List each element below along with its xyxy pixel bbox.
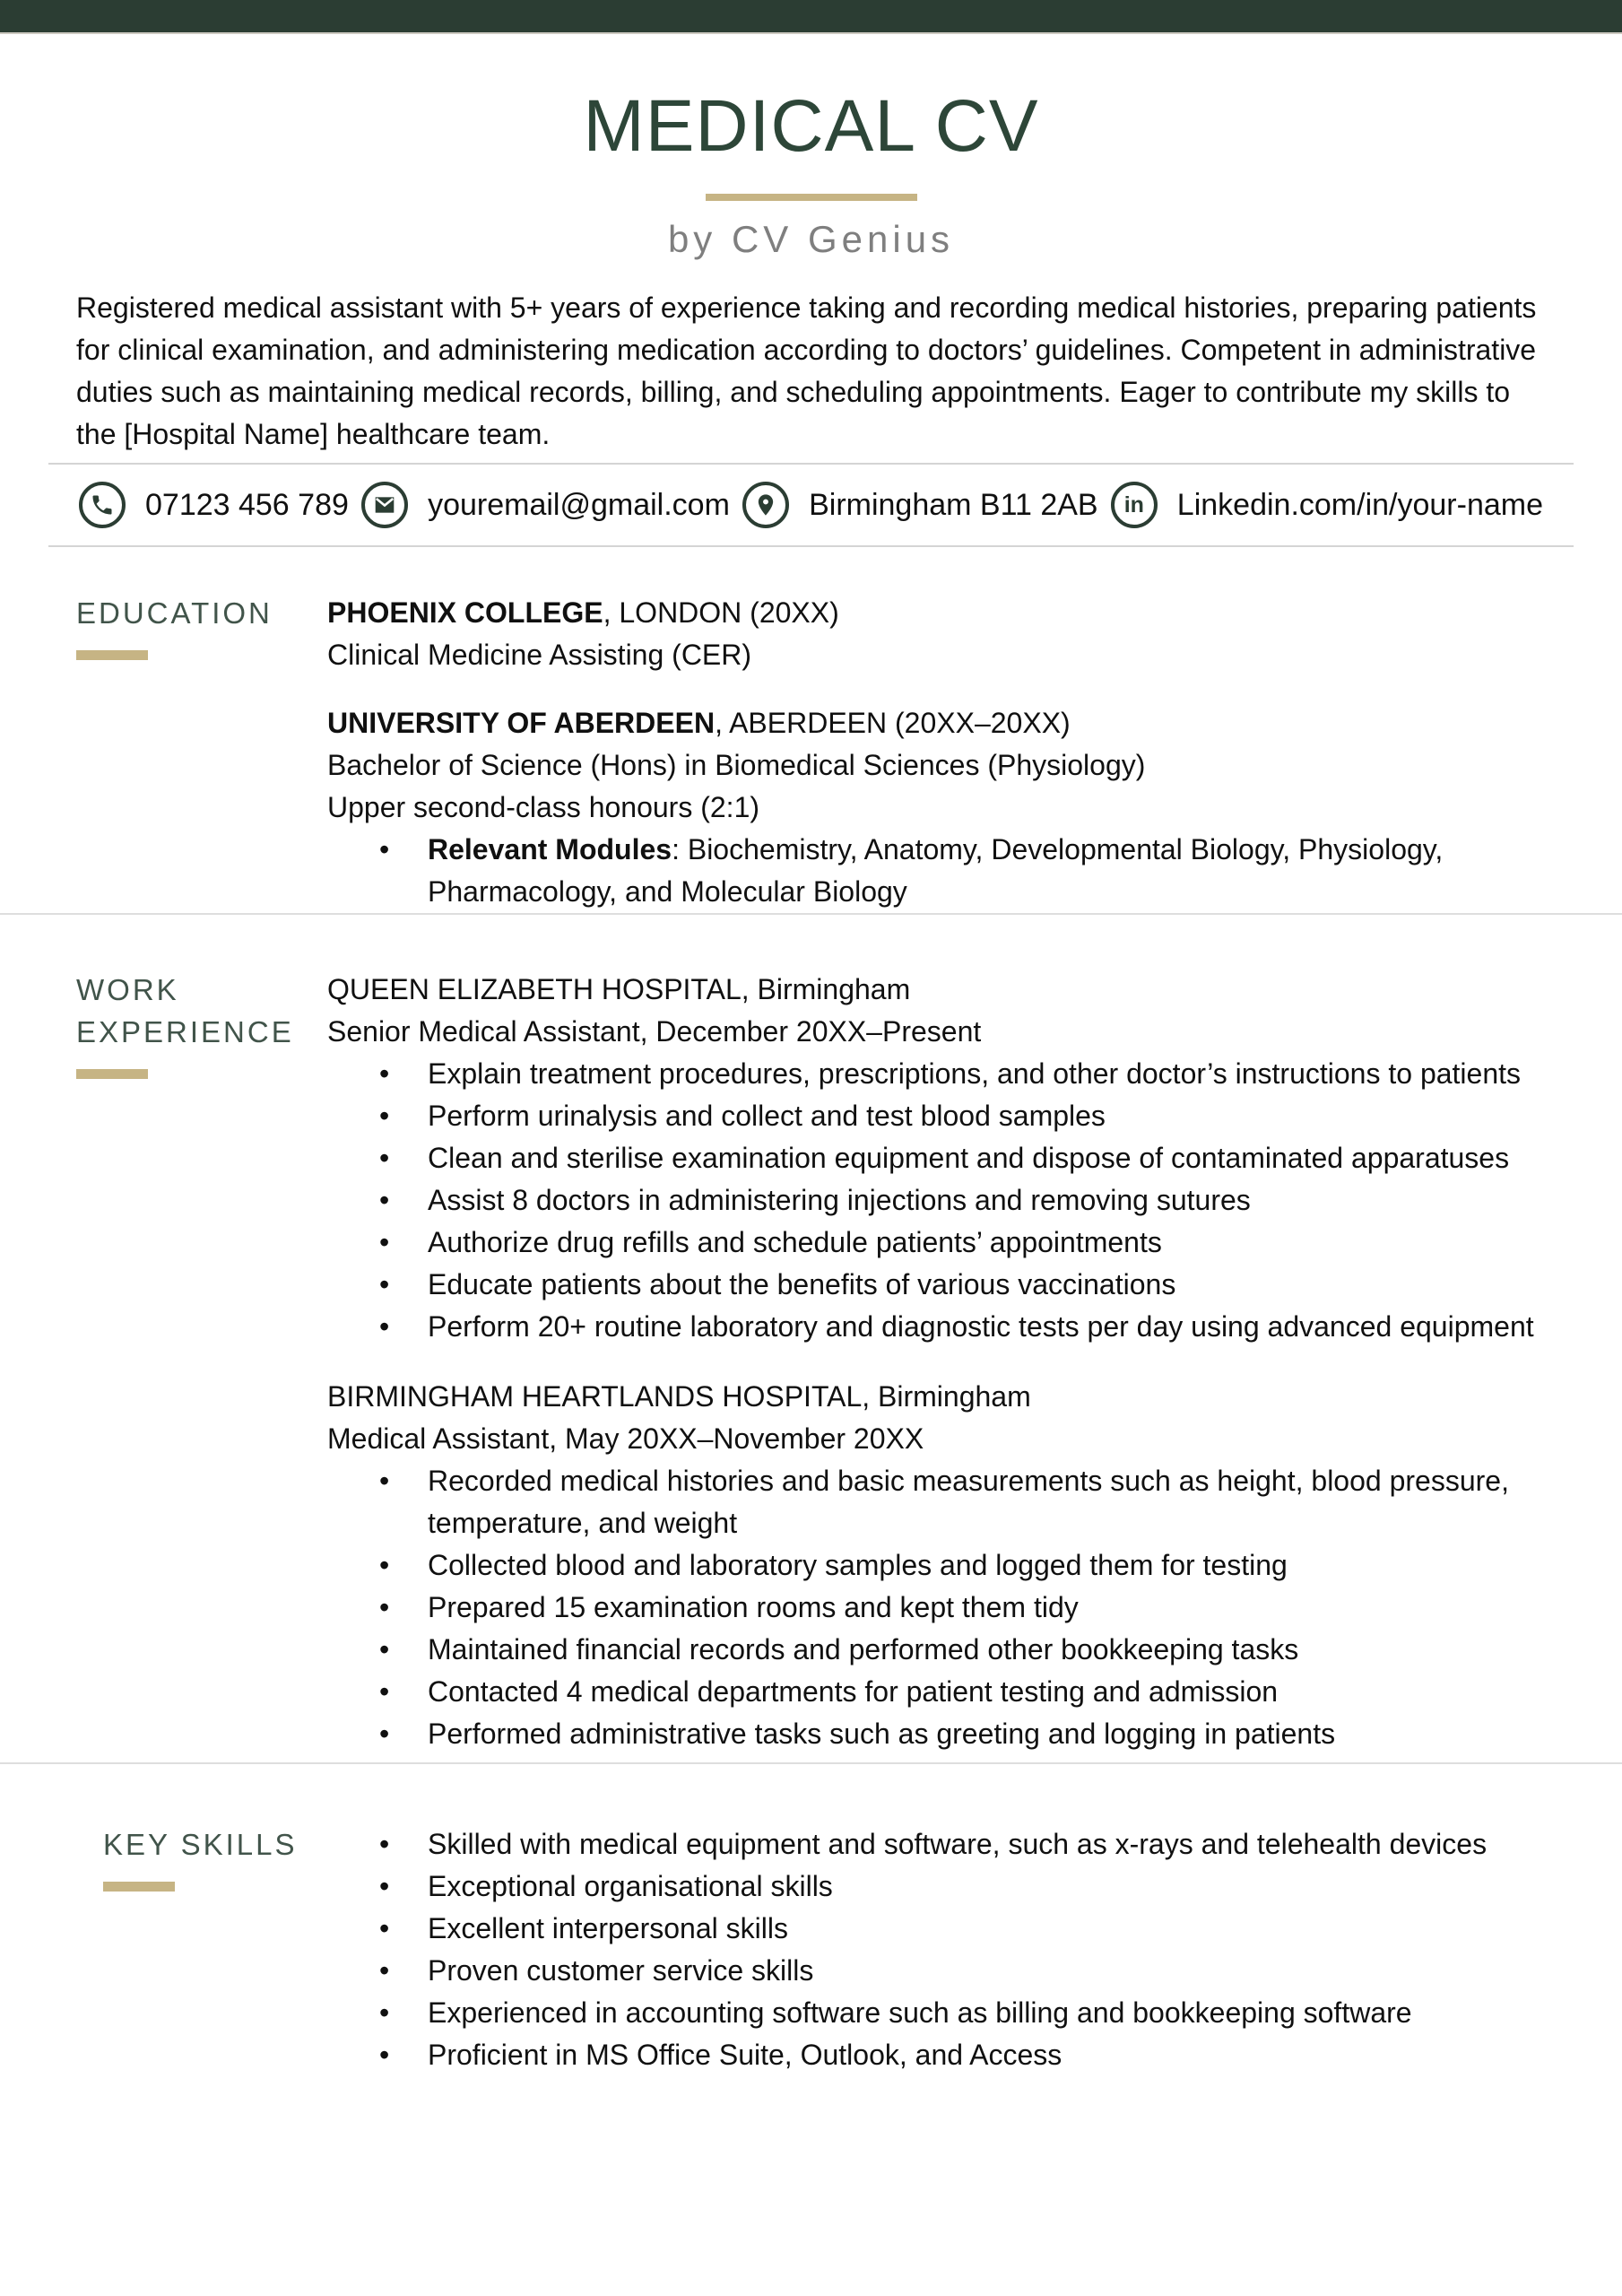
job-entry — [327, 1376, 1574, 1755]
job-bullet: • Performed administrative tasks such as greeting and logging in patients — [327, 1713, 1574, 1755]
skill-bullet: • Exceptional organisational skills — [327, 1866, 1574, 1908]
education-degree: Bachelor of Science (Hons) in Biomedical Sciences (Physiology) — [327, 749, 1146, 782]
skill-bullet: • Proven customer service skills — [327, 1950, 1574, 1992]
skills-section-head — [76, 1823, 327, 2076]
job-bullet: • Collected blood and laboratory samples and logged them for testing — [327, 1544, 1574, 1587]
location-pin-icon — [742, 482, 789, 528]
job-bullet: • Authorize drug refills and schedule patients’ appointments — [327, 1222, 1574, 1264]
contact-band — [48, 463, 1574, 547]
contact-linkedin-value: Linkedin.com/in/your-name — [1176, 487, 1543, 522]
education-heading-rule — [76, 650, 148, 660]
contact-row — [79, 482, 1543, 528]
education-heading: EDUCATION — [76, 596, 273, 631]
education-entry-detail: Clinical Medicine Assisting (CER) — [327, 639, 752, 672]
skills-section-body — [327, 1823, 1574, 2076]
professional-summary: Registered medical assistant with 5+ years of experience taking and recording medical histories, preparing patients for clinical examination, and administering medication according to doctors’ guidelines. Competent in administrative duties such as maintaining medical records, billing, and scheduling appointments. Eager to contribute my skills to the [Hospital Name] healthcare team. — [76, 291, 1537, 451]
skill-bullet: • Proficient in MS Office Suite, Outlook, and Access — [327, 2034, 1574, 2076]
job-bullet: • Perform 20+ routine laboratory and diagnostic tests per day using advanced equipment — [327, 1306, 1574, 1348]
education-section — [0, 547, 1622, 915]
job-bullet: • Maintained financial records and performed other bookkeeping tasks — [327, 1629, 1574, 1671]
page-title: MEDICAL CV — [583, 85, 1039, 167]
job-bullet-list — [327, 1053, 1574, 1348]
job-bullet: • Explain treatment procedures, prescriptions, and other doctor’s instructions to patients — [327, 1053, 1574, 1095]
page-subtitle: by CV Genius — [667, 218, 955, 261]
contact-phone-value: 07123 456 789 — [145, 487, 349, 522]
job-bullet: • Assist 8 doctors in administering injections and removing sutures — [327, 1179, 1574, 1222]
contact-location — [742, 482, 1098, 528]
institution-location: , ABERDEEN (20XX–20XX) — [715, 707, 1071, 740]
skills-heading-rule — [103, 1882, 175, 1892]
bullet-lead: Relevant Modules — [428, 833, 672, 866]
institution-location: , LONDON (20XX) — [603, 596, 839, 630]
skill-bullet: • Skilled with medical equipment and software, such as x-rays and telehealth devices — [327, 1823, 1574, 1866]
job-employer: QUEEN ELIZABETH HOSPITAL, Birmingham — [327, 973, 911, 1006]
bullet-text: : Biochemistry, Anatomy, Developmental Biology, Physiology, Pharmacology, and Molecular Biology — [428, 833, 1444, 909]
contact-location-value: Birmingham B11 2AB — [809, 487, 1098, 522]
education-honours: Upper second-class honours (2:1) — [327, 791, 760, 824]
education-entry-title — [327, 592, 1574, 634]
entry-gap — [327, 676, 1574, 702]
contact-email-value: youremail@gmail.com — [428, 487, 730, 522]
contact-email — [361, 482, 730, 528]
phone-icon — [79, 482, 126, 528]
key-skills-section — [0, 1764, 1622, 2076]
institution-name: UNIVERSITY OF ABERDEEN — [327, 707, 716, 740]
title-accent-rule — [706, 194, 917, 201]
education-section-head — [76, 592, 327, 913]
job-bullet: • Contacted 4 medical departments for patient testing and admission — [327, 1671, 1574, 1713]
job-bullet-list — [327, 1460, 1574, 1755]
job-bullet: • Perform urinalysis and collect and test blood samples — [327, 1095, 1574, 1137]
work-heading-rule — [76, 1069, 148, 1079]
linkedin-icon — [1111, 482, 1158, 528]
job-bullet: • Educate patients about the benefits of various vaccinations — [327, 1264, 1574, 1306]
skills-bullet-list — [327, 1823, 1574, 2076]
job-bullet: • Prepared 15 examination rooms and kept them tidy — [327, 1587, 1574, 1629]
skill-bullet: • Excellent interpersonal skills — [327, 1908, 1574, 1950]
work-experience-section — [0, 915, 1622, 1764]
job-bullet: • Recorded medical histories and basic measurements such as height, blood pressure, temperature, and weight — [327, 1460, 1574, 1544]
work-section-head — [76, 969, 327, 1755]
job-bullet: • Clean and sterilise examination equipment and dispose of contaminated apparatuses — [327, 1137, 1574, 1179]
education-bullet — [327, 829, 1574, 913]
work-section-body — [327, 969, 1574, 1755]
job-role: Senior Medical Assistant, December 20XX–Present — [327, 1015, 982, 1048]
job-role: Medical Assistant, May 20XX–November 20XX — [327, 1422, 924, 1456]
linkedin-in-glyph: in — [1123, 491, 1144, 517]
job-employer: BIRMINGHAM HEARTLANDS HOSPITAL, Birmingham — [327, 1380, 1031, 1413]
work-heading-line2: EXPERIENCE — [76, 1015, 294, 1049]
skill-bullet: • Experienced in accounting software such as billing and bookkeeping software — [327, 1992, 1574, 2034]
work-heading-line1: WORK — [76, 973, 179, 1007]
job-entry — [327, 969, 1574, 1348]
education-bullet-list — [327, 829, 1574, 913]
education-section-body — [327, 592, 1574, 913]
top-accent-bar — [0, 0, 1622, 34]
contact-linkedin — [1111, 482, 1543, 528]
contact-phone — [79, 482, 349, 528]
email-icon — [361, 482, 408, 528]
institution-name: PHOENIX COLLEGE — [327, 596, 603, 630]
education-entry-title — [327, 702, 1574, 744]
skills-heading: KEY SKILLS — [103, 1828, 298, 1862]
document-header — [0, 84, 1622, 260]
